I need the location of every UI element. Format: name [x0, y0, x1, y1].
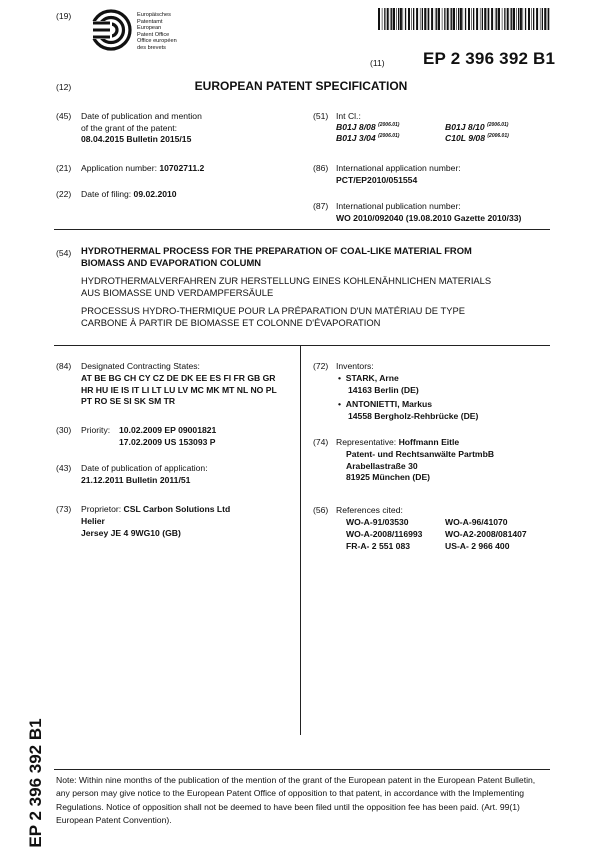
proprietor-address: Jersey JE 4 9WG10 (GB) — [81, 527, 181, 538]
title-block — [81, 245, 491, 329]
references-col — [346, 517, 422, 552]
inventor-address: 14163 Berlin (DE) — [348, 384, 419, 395]
ipc-class-version: (2006.01) — [378, 133, 400, 140]
inid-code-74: (74) — [313, 437, 329, 447]
field-45-value: 08.04.2015 Bulletin 2015/15 — [81, 134, 192, 144]
barcode-bar — [540, 8, 541, 30]
inid-code-45: (45) — [56, 111, 72, 121]
inid-code-87: (87) — [313, 201, 329, 211]
barcode-bar — [473, 8, 474, 30]
barcode-bar — [382, 8, 383, 30]
ipc-class — [445, 122, 508, 132]
barcode-bar — [480, 8, 481, 30]
barcode-bar — [463, 8, 464, 30]
barcode-bar — [458, 8, 459, 30]
inid-code-30: (30) — [56, 425, 72, 435]
ipc-class-code: B01J 3/04 — [336, 133, 376, 143]
inid-code-84: (84) — [56, 361, 72, 371]
ipc-class-code: B01J 8/10 — [445, 122, 485, 132]
barcode-bar — [405, 8, 406, 30]
field-22 — [81, 189, 177, 199]
field-22-value: 09.02.2010 — [133, 189, 177, 199]
inid-code-56: (56) — [313, 505, 329, 515]
inid-code-86: (86) — [313, 163, 329, 173]
representative-address: Arabellastraße 30 — [346, 460, 418, 471]
barcode-bar — [487, 8, 488, 30]
reference-item: WO-A2-2008/081407 — [445, 528, 527, 539]
field-43 — [81, 463, 208, 487]
barcode-bar — [482, 8, 483, 30]
barcode-bar — [391, 8, 392, 30]
barcode-bar — [384, 8, 385, 30]
barcode-bar — [504, 8, 505, 30]
field-21-value: 10702711.2 — [159, 163, 205, 173]
ipc-class-code: C10L 9/08 — [445, 133, 485, 143]
inid-code-12: (12) — [56, 82, 72, 92]
field-45-label: Date of publication and mention — [81, 111, 202, 121]
field-45 — [81, 111, 202, 146]
barcode-bar — [416, 8, 418, 30]
barcode-bar — [396, 8, 397, 30]
field-74-label: Representative: — [336, 437, 399, 447]
side-publication-number: EP 2 396 392 B1 — [26, 718, 45, 848]
field-87-label: International publication number: — [336, 201, 461, 211]
barcode-bar — [444, 8, 445, 30]
inid-code-73: (73) — [56, 504, 72, 514]
barcode-bar — [518, 8, 519, 30]
inid-code-51: (51) — [313, 111, 329, 121]
barcode-bar — [525, 8, 526, 30]
inventor-entry — [338, 373, 419, 397]
barcode-bar — [544, 8, 546, 30]
reference-item: WO-A-2008/116993 — [346, 528, 423, 539]
barcode-bar — [387, 8, 389, 30]
proprietor-name: CSL Carbon Solutions Ltd — [123, 504, 231, 514]
office-name-line: European — [137, 25, 162, 32]
epo-logo-icon — [90, 9, 132, 51]
barcode-bar — [393, 8, 395, 30]
barcode-bar — [523, 8, 524, 30]
bullet-icon: • — [338, 399, 342, 409]
contracting-states-line: PT RO SE SI SK SM TR — [81, 396, 176, 407]
title-english: HYDROTHERMAL PROCESS FOR THE PREPARATION OF COAL-LIKE MATERIAL FROM — [81, 245, 472, 256]
opposition-note: Note: Within nine months of the publication of the mention of the grant of the European patent in the European Patent Bulletin, any person may give notice to the European Patent Office of opposition to that patent, in accordance with the Implementing Regulations. Notice of opposition shall not be deemed to have been filed until the opposition fee has been paid. (Art. 99(1) European Patent Convention). — [56, 775, 536, 825]
barcode-bar — [548, 8, 549, 30]
representative-address: Patent- und Rechtsanwälte PartmbB — [346, 448, 495, 459]
inventor-entry — [338, 399, 478, 423]
inid-code-11: (11) — [370, 58, 385, 68]
field-87-value: WO 2010/092040 (19.08.2010 Gazette 2010/33) — [336, 212, 522, 223]
divider — [54, 769, 550, 770]
barcode-bar — [451, 8, 452, 30]
barcode-bar — [502, 8, 503, 30]
bullet-icon: • — [338, 373, 342, 383]
reference-item: FR-A- 2 551 083 — [346, 540, 411, 551]
field-84-label: Designated Contracting States: — [81, 361, 200, 371]
ipc-class-code: B01J 8/08 — [336, 122, 376, 132]
barcode-bar — [420, 8, 421, 30]
divider — [54, 345, 550, 346]
ipc-class — [445, 133, 509, 143]
field-72-label: Inventors: — [336, 361, 374, 371]
barcode-bar — [438, 8, 440, 30]
barcode-bar — [511, 8, 512, 30]
reference-item: WO-A-91/03530 — [346, 517, 409, 527]
barcode-bar — [510, 8, 511, 30]
barcode-bar — [528, 8, 530, 30]
field-73 — [81, 504, 230, 539]
barcode-bar — [436, 8, 437, 30]
reference-item: US-A- 2 966 400 — [445, 540, 510, 551]
barcode-bar — [424, 8, 426, 30]
office-name-line: Patentamt — [137, 18, 163, 25]
barcode-bar — [468, 8, 470, 30]
field-22-label: Date of filing: — [81, 189, 134, 199]
document-title: EUROPEAN PATENT SPECIFICATION — [194, 79, 408, 93]
field-45-label: of the grant of the patent: — [81, 122, 178, 133]
barcode-bar — [460, 8, 462, 30]
barcode-bar — [488, 8, 489, 30]
priority-line: 10.02.2009 EP 09001821 — [119, 425, 217, 435]
inid-code-54: (54) — [56, 248, 72, 258]
publication-number: EP 2 396 392 B1 — [423, 49, 556, 68]
barcode-bar — [450, 8, 451, 30]
field-51-label: Int Cl.: — [336, 111, 361, 121]
barcode-bar — [378, 8, 380, 30]
title-french: PROCESSUS HYDRO-THERMIQUE POUR LA PRÉPARATION D'UN MATÉRIAU DE TYPE — [81, 305, 465, 317]
ipc-class-version: (2006.01) — [378, 122, 400, 129]
barcode-bar — [498, 8, 500, 30]
inid-code-43: (43) — [56, 463, 72, 473]
barcode-bar — [531, 8, 532, 30]
barcode-bar — [476, 8, 478, 30]
representative-name: Hoffmann Eitle — [398, 437, 460, 447]
inventor-name: STARK, Arne — [345, 373, 399, 383]
contracting-states-line: HR HU IE IS IT LI LT LU LV MC MK MT NL NO PL — [81, 384, 277, 395]
inid-code-72: (72) — [313, 361, 329, 371]
barcode-bar — [471, 8, 472, 30]
references-col — [445, 517, 527, 552]
barcode-bar — [427, 8, 428, 30]
field-30 — [119, 425, 216, 449]
barcode-bar — [520, 8, 522, 30]
field-56-label: References cited: — [336, 505, 403, 515]
barcode-bar — [400, 8, 402, 30]
barcode-bar — [403, 8, 404, 30]
barcode-bar — [465, 8, 466, 30]
reference-item: WO-A-96/41070 — [445, 517, 508, 527]
priority-line: 17.02.2009 US 153093 P — [119, 436, 216, 447]
field-73-label: Proprietor: — [81, 504, 124, 514]
divider — [54, 229, 550, 230]
barcode-bar — [491, 8, 493, 30]
inid-code-22: (22) — [56, 189, 72, 199]
field-87 — [336, 201, 521, 224]
ipc-class-version: (2006.01) — [487, 133, 509, 140]
barcode-bar — [453, 8, 455, 30]
barcode-bar — [484, 8, 486, 30]
barcode-bar — [516, 8, 517, 30]
barcode-bar — [513, 8, 515, 30]
barcode-bar — [442, 8, 443, 30]
barcode-graphic — [378, 8, 550, 30]
inid-code-19: (19) — [56, 11, 72, 21]
proprietor-address: Helier — [81, 515, 105, 526]
office-name-line: Patent Office — [137, 31, 170, 38]
ipc-class — [336, 122, 399, 132]
barcode-bar — [507, 8, 509, 30]
office-name-line: des brevets — [137, 44, 166, 51]
field-86-label: International application number: — [336, 163, 461, 173]
title-french: CARBONE À PARTIR DE BIOMASSE ET COLONNE D'ÉVAPORATION — [81, 316, 381, 328]
barcode-bar — [495, 8, 496, 30]
barcode-bar — [390, 8, 391, 30]
barcode-bar — [431, 8, 433, 30]
field-21-label: Application number: — [81, 163, 160, 173]
barcode-bar — [411, 8, 412, 30]
barcode-bar — [398, 8, 399, 30]
title-german: HYDROTHERMALVERFAHREN ZUR HERSTELLUNG EINES KOHLENÄHNLICHEN MATERIALS — [81, 275, 492, 287]
barcode-bar — [413, 8, 414, 30]
field-74 — [336, 437, 494, 484]
barcode-bar — [542, 8, 543, 30]
inid-code-21: (21) — [56, 163, 72, 173]
office-name-line: Office européen — [137, 38, 177, 45]
contracting-states-line: AT BE BG CH CY CZ DE DK EE ES FI FR GB GR — [81, 372, 276, 383]
field-86 — [336, 163, 461, 186]
barcode — [378, 8, 550, 30]
barcode-bar — [547, 8, 548, 30]
ipc-class-version: (2006.01) — [487, 122, 509, 129]
barcode-bar — [408, 8, 410, 30]
barcode-bar — [435, 8, 436, 30]
field-30-label: Priority: — [81, 425, 111, 435]
representative-address: 81925 München (DE) — [346, 472, 431, 483]
barcode-bar — [456, 8, 457, 30]
field-43-value: 21.12.2011 Bulletin 2011/51 — [81, 474, 191, 485]
barcode-bar — [447, 8, 449, 30]
column-divider — [300, 345, 301, 735]
field-43-label: Date of publication of application: — [81, 463, 208, 473]
office-name-line: Europäisches — [137, 12, 171, 18]
inventor-name: ANTONIETTI, Markus — [345, 399, 433, 409]
barcode-bar — [422, 8, 423, 30]
inventor-address: 14558 Bergholz-Rehbrücke (DE) — [348, 410, 479, 421]
field-84 — [81, 361, 277, 408]
barcode-bar — [533, 8, 534, 30]
barcode-bar — [428, 8, 429, 30]
barcode-bar — [536, 8, 538, 30]
field-86-value: PCT/EP2010/051554 — [336, 174, 418, 185]
barcode-bar — [496, 8, 497, 30]
title-german: AUS BIOMASSE UND VERDAMPFERSÄULE — [81, 286, 274, 298]
epo-logo — [90, 9, 132, 51]
office-name-block — [137, 12, 177, 52]
ipc-class — [336, 133, 399, 143]
title-english: BIOMASS AND EVAPORATION COLUMN — [81, 256, 262, 268]
field-21 — [81, 163, 204, 173]
